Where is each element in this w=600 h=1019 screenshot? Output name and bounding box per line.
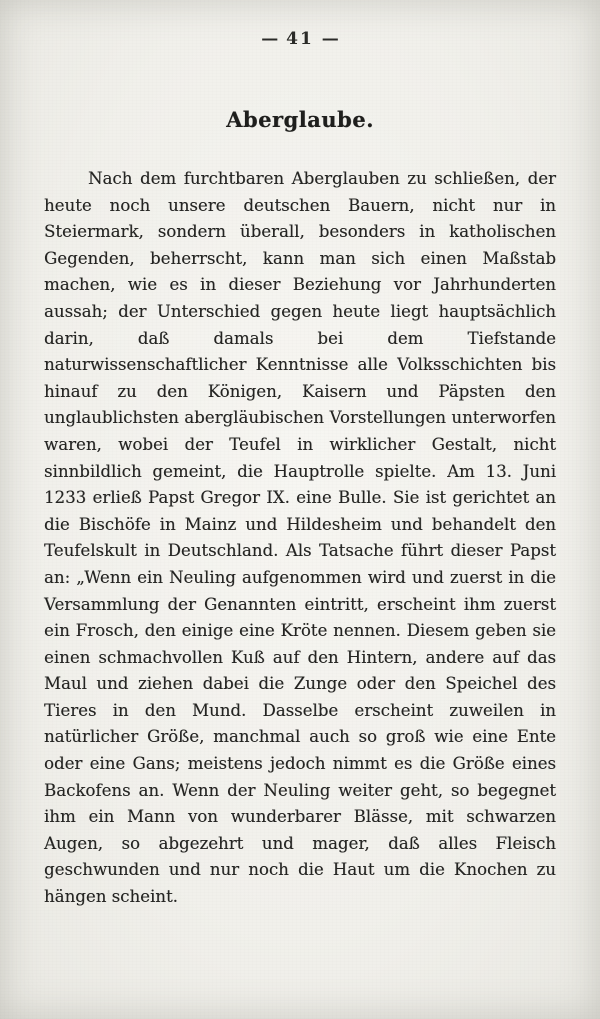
page-number-suffix-dash: — [321, 29, 339, 49]
page-number: 41 [286, 29, 314, 49]
page-number-header [0, 0, 600, 49]
paragraph-aberglaube: Nach dem furchtbaren Aberglauben zu schließen, der heute noch unsere deutschen Bauern, nicht nur in Steiermark, sondern überall, besonders in katholischen Gegenden, beherrscht, kann man sich einen Maßstab machen, wie es in dieser Beziehung vor Jahrhunderten aussah; der Unterschied gegen heute liegt hauptsächlich darin, daß damals bei dem Tiefstande naturwissenschaftlicher Kenntnisse alle Volksschichten bis hinauf zu den Königen, Kaisern und Päpsten den unglaublichsten abergläubischen Vorstellungen unterworfen waren, wobei der Teufel in wirklicher Gestalt, nicht sinnbildlich gemeint, die Hauptrolle spielte. Am 13. Juni 1233 erließ Papst Gregor IX. eine Bulle. Sie ist gerichtet an die Bischöfe in Mainz und Hildesheim und behandelt den Teufelskult in Deutschland. Als Tatsache führt dieser Papst an: „Wenn ein Neuling aufgenommen wird und zuerst in die Versammlung der Genannten eintritt, erscheint ihm zuerst ein Frosch, den einige eine Kröte nennen. Diesem geben sie einen schmachvollen Kuß auf den Hintern, andere auf das Maul und ziehen dabei die Zunge oder den Speichel des Tieres in den Mund. Dasselbe erscheint zuweilen in natürlicher Größe, manchmal auch so groß wie eine Ente oder eine Gans; meistens jedoch nimmt es die Größe eines Backofens an. Wenn der Neuling weiter geht, so begegnet ihm ein Mann von wunderbarer Blässe, mit schwarzen Augen, so abgezehrt und mager, daß alles Fleisch geschwunden und nur noch die Haut um die Knochen zu hängen scheint. [44, 169, 556, 907]
page-title: Aberglaube. [226, 107, 374, 132]
body-text [44, 166, 556, 911]
page-number-prefix-dash: — [261, 29, 279, 49]
